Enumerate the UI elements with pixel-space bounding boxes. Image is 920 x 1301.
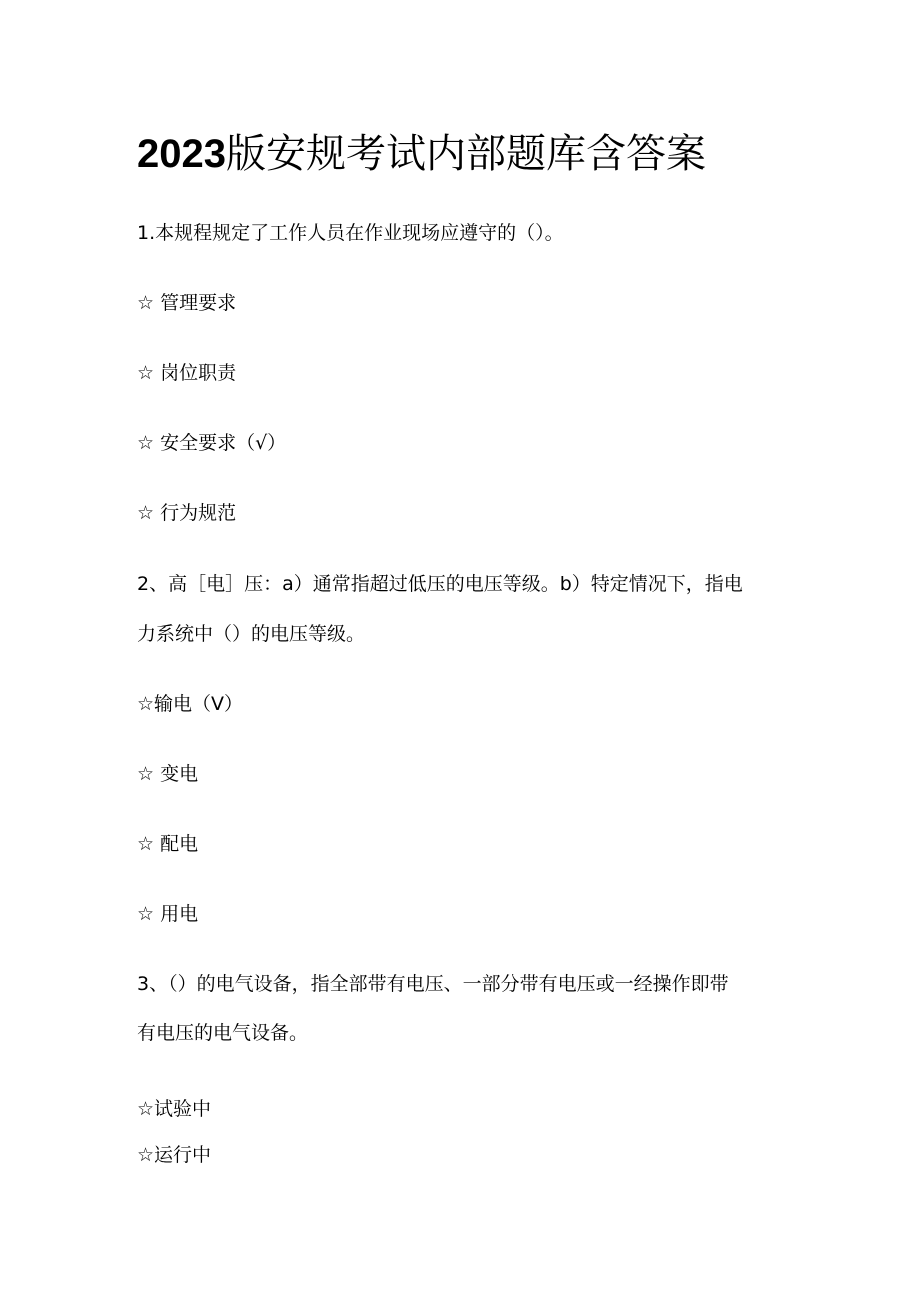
question-1-option-1[interactable]: ☆ 管理要求 (137, 292, 237, 314)
title-year: 2023 (137, 132, 226, 176)
question-2-stem-line-2: 力系统中（）的电压等级。 (137, 623, 366, 645)
question-3-option-1[interactable]: ☆试验中 (137, 1098, 212, 1120)
question-1-option-4[interactable]: ☆ 行为规范 (137, 502, 237, 524)
question-3-stem-line-2: 有电压的电气设备。 (137, 1022, 309, 1044)
question-3-stem-line-1: 3、（）的电气设备，指全部带有电压、一部分带有电压或一经操作即带 (137, 973, 729, 995)
title-text: 版安规考试内部题库含答案 (225, 131, 706, 177)
question-1-option-2[interactable]: ☆ 岗位职责 (137, 362, 237, 384)
question-1-stem: 1.本规程规定了工作人员在作业现场应遵守的（）。 (137, 222, 564, 244)
question-2-option-2[interactable]: ☆ 变电 (137, 763, 199, 785)
document-title (137, 128, 706, 180)
question-2-option-3[interactable]: ☆ 配电 (137, 833, 199, 855)
question-2-stem-line-1: 2、高［电］压：a）通常指超过低压的电压等级。b）特定情况下，指电 (137, 573, 743, 595)
question-1-option-3[interactable]: ☆ 安全要求（√） (137, 432, 287, 454)
question-2-option-4[interactable]: ☆ 用电 (137, 903, 199, 925)
question-3-option-2[interactable]: ☆运行中 (137, 1144, 212, 1166)
question-2-option-1[interactable]: ☆输电（V） (137, 693, 244, 715)
